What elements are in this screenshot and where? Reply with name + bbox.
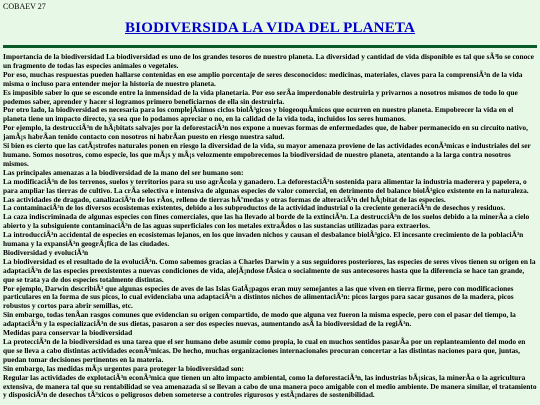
page-title[interactable]: BIODIVERSIDA LA VIDA DEL PLANETA (124, 20, 416, 36)
article-paragraph: Medidas para conservar la biodiversidad (3, 328, 133, 338)
article-paragraph: La protecciÃ³n de la biodiversidad es una tarea que el ser humano debe asumir como propia, lo cual en muchos sentidos pasarÃa por un replanteamiento del modo en que se lleva a cabo distintas actividades econÃ³micas. De hecho, muchas organizaciones internacionales procuran concertar a las distintas naciones para que, juntas, puedan tomar decisiones pertinentes en la materia. (3, 337, 526, 364)
article-paragraph: Por ejemplo, Darwin describiÃ³ que algunas especies de aves de las Islas GalÃ¡pagos eran muy semejantes a las que viven en tierra firme, pero con modificaciones particulares en la forma de sus picos, lo cual evidenciaba una adaptaciÃ³n a distintos nichos de alimentaciÃ³n: picos largos para sacar gusanos de la madera, picos robustos y cortos para abrir semillas, etc. (3, 283, 514, 311)
article-paragraph: Por eso, muchas respuestas pueden hallarse contenidas en ese amplio porcentaje de seres desconocidos: medicinas, materiales, claves para la comprensiÃ³n de la vida misma o incluso para entender mejor la historia de nuestro planeta. (3, 69, 523, 88)
school-label: COBAEV 27 (3, 2, 46, 11)
article-paragraph: Es imposible saber lo que se esconde entre la inmensidad de la vida planetaria. Por eso serÃa imperdonable destruirla y privarnos a nosotros mismos de todo lo que podemos saber, aprender y hacer si logramos primero beneficiarnos de ella sin destruirla. (3, 87, 518, 106)
article-paragraph: Sin embargo, las medidas mÃ¡s urgentes para proteger la biodiversidad son: (3, 363, 244, 373)
article-paragraph: La contaminaciÃ³n de los diversos ecosistemas existentes, debido a los subproductos de la actividad industrial o la creciente generaciÃ³n de desechos y residuos. (3, 203, 506, 213)
article-paragraph: Sin embargo, todas tenÃan rasgos comunes que evidencian su origen compartido, de modo que alguna vez fueron la misma especie, pero con el pasar del tiempo, la adaptaciÃ³n y la especializaciÃ³n de sus dietas, pasaron a ser dos especies nuevas, aumentando asÃ la biodiversidad de la regiÃ³n. (3, 310, 516, 329)
article-paragraph: Importancia de la biodiversidad La biodiversidad es uno de los grandes tesoros de nuestro planeta. La diversidad y cantidad de vida disponible es tal que sÃ³lo se conoce un fragmento de todas las especies animales o vegetales. (3, 52, 534, 70)
article-paragraph: La introducciÃ³n accidental de especies en ecosistemas lejanos, en los que invaden nichos y causan el desbalance biolÃ³gico. El incesante crecimiento de la poblaciÃ³n humana y la expansiÃ³n geogrÃ¡fica de las ciudades. (3, 230, 524, 249)
title-divider (3, 45, 537, 48)
article-paragraph: Regular las actividades de explotaciÃ³n econÃ³mica que tienen un alto impacto ambiental, como la deforestaciÃ³n, las industrias bÃ¡sicas, la minerÃa o la agricultura extensiva, de manera tal que su rentabilidad se vea amenazada si se llevan a cabo de una manera poco amigable con el medio ambiente. De manera similar, el tratamiento y disposiciÃ³n de desechos tÃ³xicos o peligrosos deben someterse a controles rigurosos y estÃ¡ndares de sostenibilidad. (3, 372, 537, 400)
article-paragraph: La biodiversidad es el resultado de la evoluciÃ³n. Como sabemos gracias a Charles Darwin y a sus seguidores posteriores, las especies de seres vivos tienen su origen en la adaptaciÃ³n de las especies preexistentes a nuevas condiciones de vida, alejÃ¡ndose fÃsica o socialmente de sus antecesores hasta que la diferencia se hace tan grande, que se trata ya de dos especies totalmente distintas. (3, 256, 536, 284)
article-body (3, 53, 537, 405)
article-paragraph: Las principales amenazas a la biodiversidad de la mano del ser humano son: (3, 167, 244, 177)
article-paragraph: Por ejemplo, la destrucciÃ³n de hÃ¡bitats salvajes por la deforestaciÃ³n nos expone a nuevas formas de enfermedades que, de haber permanecido en su circuito nativo, jamÃ¡s habrÃan tenido contacto con nosotros ni habrÃan puesto en riesgo nuestra salud. (3, 123, 528, 142)
article-paragraph: Por otro lado, la biodiversidad es necesaria para los complejÃsimos ciclos biolÃ³gicos y biogeoquÃmicos que ocurren en nuestro planeta. Empobrecer la vida en el planeta tiene un impacto directo, ya sea que lo podamos apreciar o no, en la calidad de la vida toda, incluidos los seres humanos. (3, 105, 514, 124)
article-paragraph: Si bien es cierto que las catÃ¡strofes naturales ponen en riesgo la diversidad de la vida, su mayor amenaza proviene de las actividades econÃ³micas e industriales del ser humano. Somos nosotros, como especie, los que mÃ¡s y mÃ¡s velozmente empobrecemos la biodiversidad de nuestro planeta, atentando a la larga contra nosotros mismos. (3, 141, 531, 168)
article-paragraph: Las actividades de dragado, canalizaciÃ³n de los rÃos, relleno de tierras hÃºmedas y otras formas de alteraciÃ³n del hÃ¡bitat de las especies. (3, 194, 446, 204)
article-paragraph: Biodiversidad y evoluciÃ³n (3, 247, 89, 257)
article-paragraph: La caza indiscriminada de algunas especies con fines comerciales, que las ha llevado al borde de la extinciÃ³n. La destrucciÃ³n de los suelos debido a la minerÃa a cielo abierto y la subsiguiente contaminaciÃ³n de las aguas superficiales con los metales extraÃdos o las sustancias utilizadas para extraerlos. (3, 212, 530, 231)
article-paragraph: La modificaciÃ³n de los terrenos, suelos y territorios para su uso agrÃcola y ganadero. La deforestaciÃ³n sostenida para alimentar la industria maderera y papelera, o para ampliar las tierras de cultivo. La crÃa selectiva e intensiva de algunas especies de valor comercial, en detrimento del balance biolÃ³gico existente en la naturaleza. (3, 176, 529, 195)
